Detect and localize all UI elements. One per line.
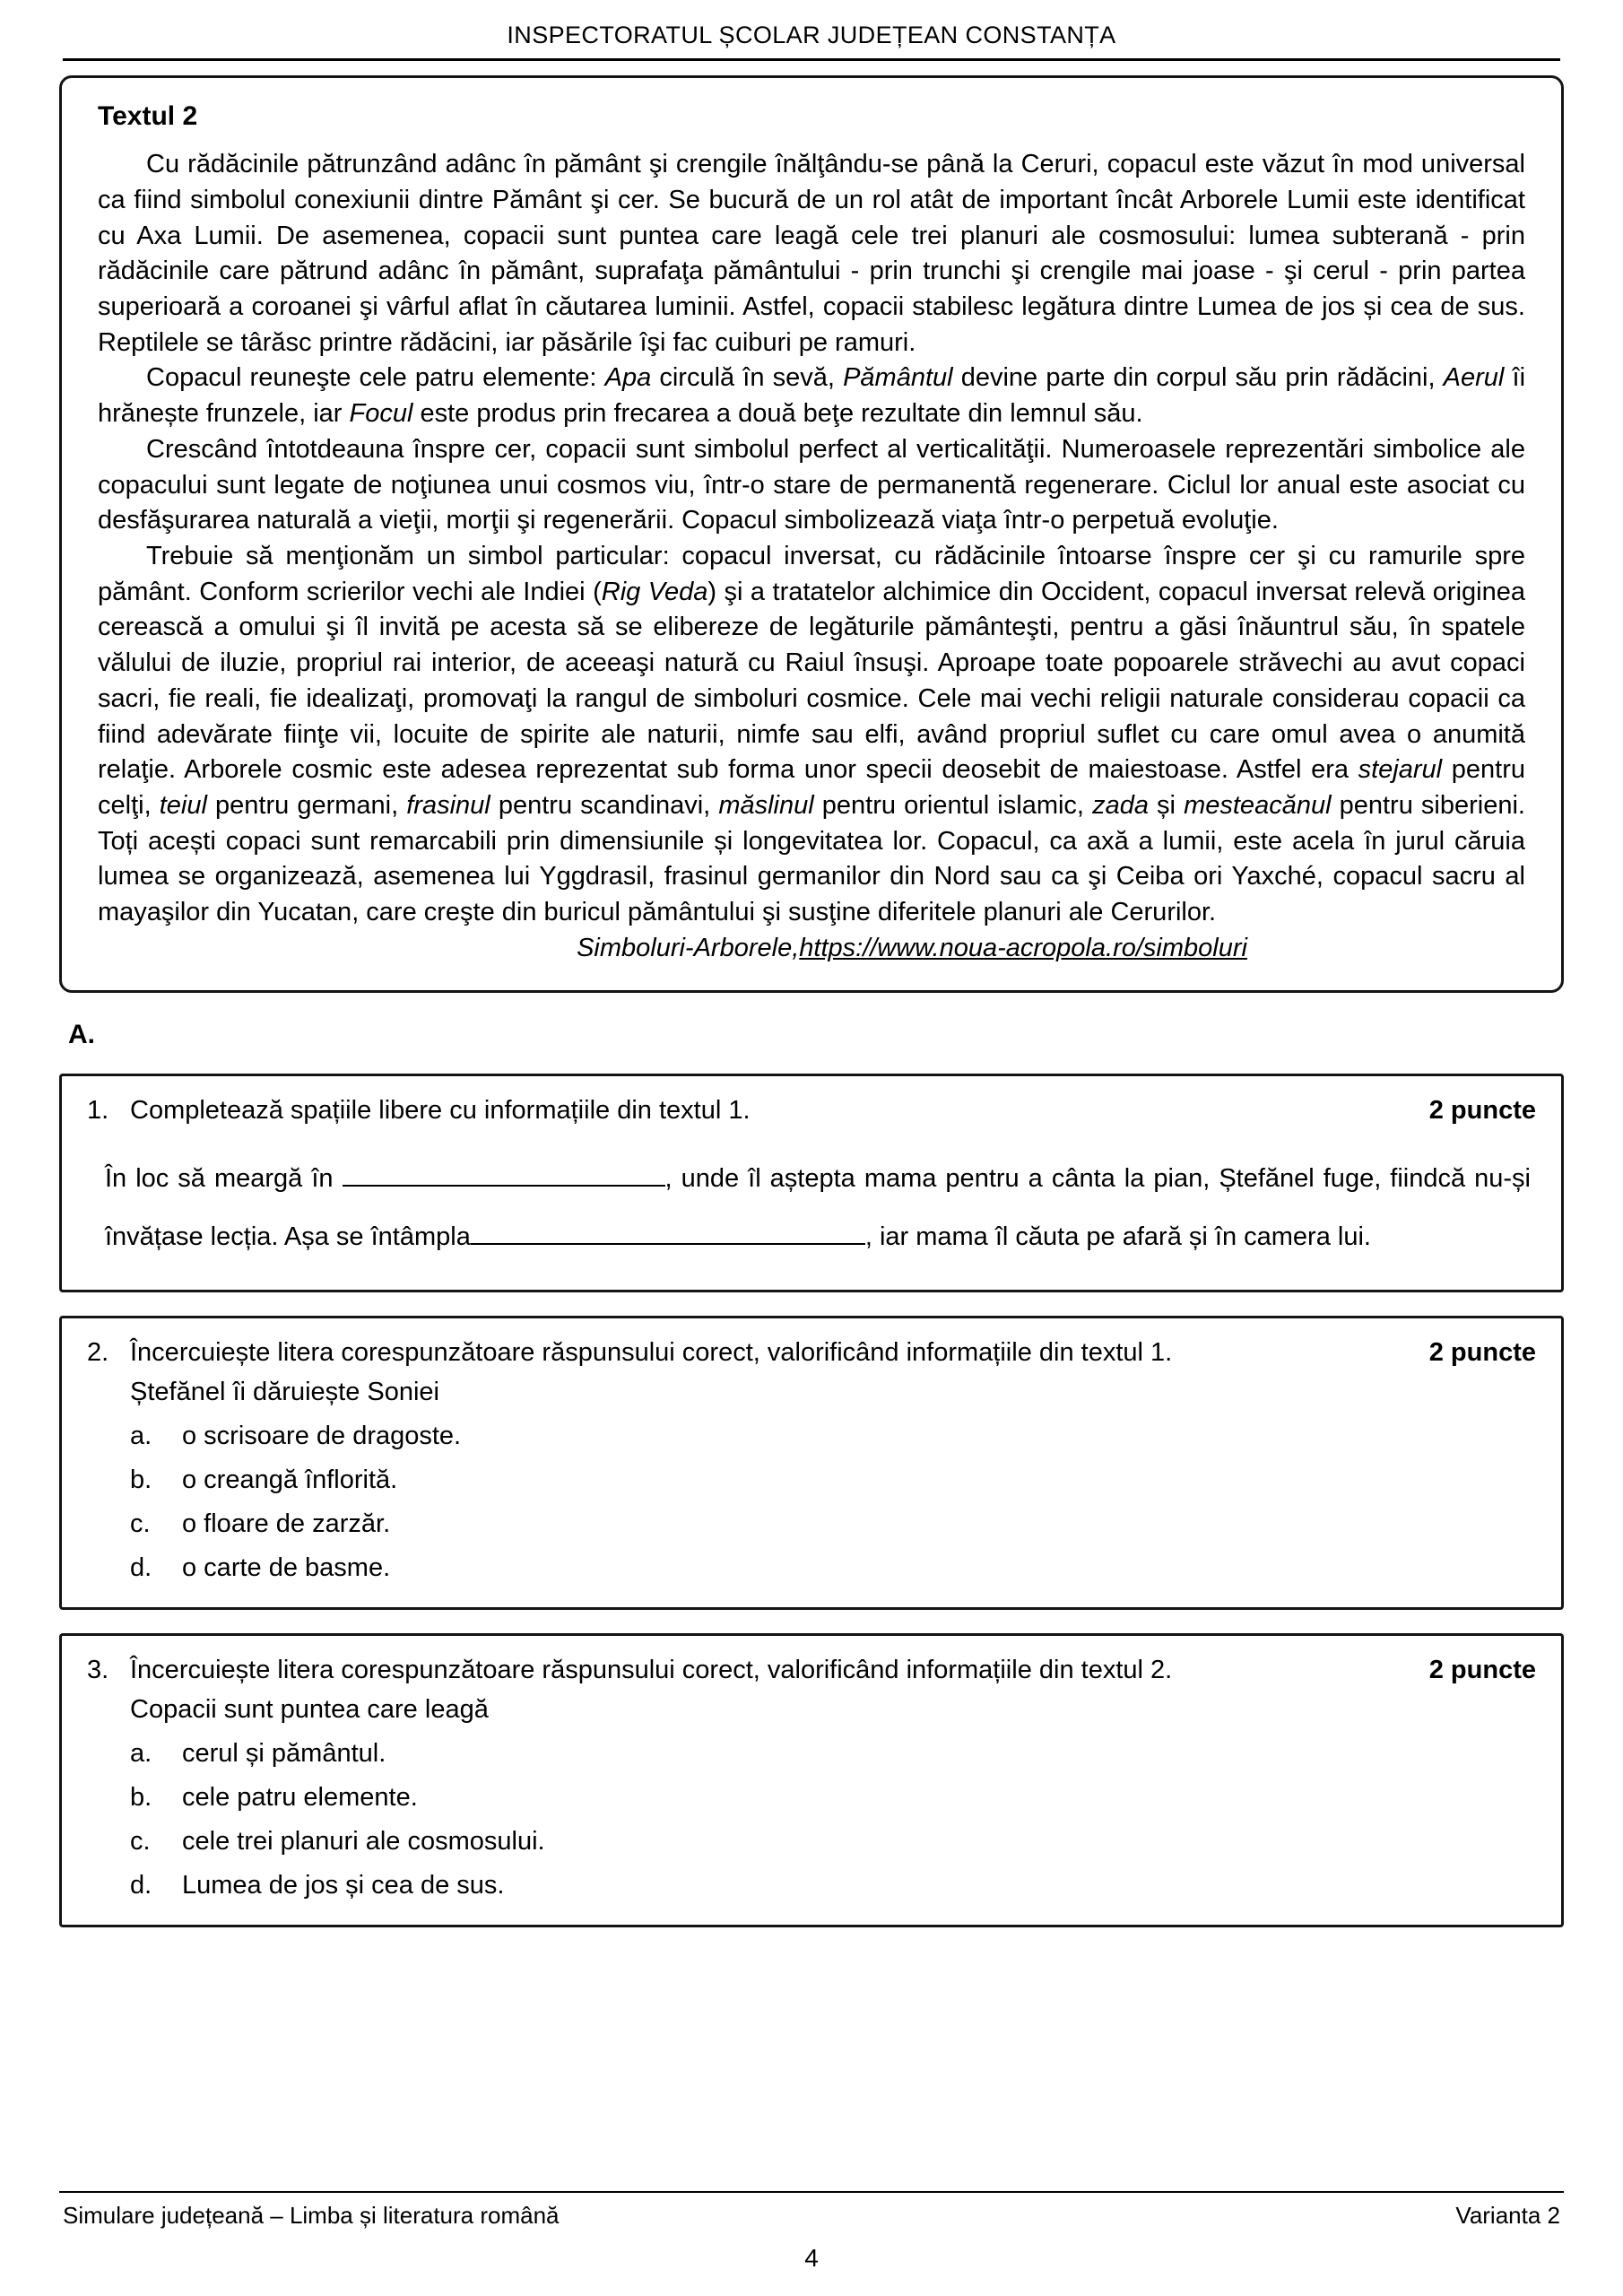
option-text: cele trei planuri ale cosmosului. <box>182 1827 545 1857</box>
option-d <box>130 1867 1536 1903</box>
header-divider <box>63 58 1560 61</box>
question-2-box <box>59 1316 1564 1610</box>
text-segment: pentru scandinavi, <box>490 791 719 821</box>
paragraph-1 <box>98 147 1525 361</box>
option-a <box>130 1418 1536 1454</box>
option-letter: b. <box>130 1465 152 1495</box>
section-a-label: A. <box>68 1019 95 1049</box>
blank-line-2 <box>471 1239 865 1245</box>
option-c <box>130 1823 1536 1859</box>
question-1-head <box>87 1092 1536 1128</box>
text-segment: Cu rădăcinile pătrunzând adânc în pământ şi crengile înălţându-se până la Ceruri, copacul este văzut în mod universal ca fiind simbolul conexiunii dintre Pământ şi cer. Se bucură de un rol atât de important încât Arborele Lumii este identificat cu Axa Lumii. De asemenea, copacii sunt puntea care leagă cele trei planuri ale cosmosului: lumea subterană - prin rădăcinile care pătrund adânc în pământ, suprafaţa pământului - prin trunchi şi crengile mai joase - şi cerul - prin partea superioară a coroanei şi vârful aflat în căutarea luminii. Astfel, copacii stabilesc legătura dintre Lumea de jos și cea de sus. Reptilele se târăsc printre rădăcini, iar păsările îşi fac cuiburi pe ramuri. <box>98 150 1525 357</box>
italic-term-aerul: Aerul <box>1443 363 1505 393</box>
question-1-number: 1. <box>87 1095 109 1125</box>
question-3-number: 3. <box>87 1656 109 1685</box>
question-3-options <box>130 1735 1536 1903</box>
footer-left: Simulare județeană – Limba și literatura română <box>63 2202 560 2229</box>
option-letter: a. <box>130 1422 152 1451</box>
question-2-points: 2 puncte <box>1428 1338 1536 1368</box>
question-2-options <box>130 1418 1536 1586</box>
text-segment: pentru siberieni. Toți acești copaci sunt remarcabili prin dimensiunile și longevitatea lor. Copacul, ca axă a lumii, este acela în jurul căruia lumea se organizează, asemenea lui Yggdrasil, frasinul germanilor din Nord sau ca şi Ceiba ori Yaxché, copacul sacru al mayaşilor din Yucatan, care creşte din buricul pământului şi susţine diferitele planuri ale Cerurilor. <box>98 791 1525 927</box>
italic-term-stejarul: stejarul <box>1358 755 1443 785</box>
italic-term-teiul: teiul <box>159 791 207 821</box>
option-text: o scrisoare de dragoste. <box>182 1422 462 1451</box>
footer-row <box>63 2202 1560 2230</box>
paragraph-2 <box>98 361 1525 431</box>
italic-term-focul: Focul <box>349 399 413 429</box>
option-text: Lumea de jos și cea de sus. <box>182 1871 505 1900</box>
option-a <box>130 1735 1536 1771</box>
footer-variant: Varianta 2 <box>1455 2202 1560 2229</box>
page-footer <box>56 2191 1567 2273</box>
question-2-head <box>87 1335 1536 1370</box>
question-1-prompt: Completează spațiile libere cu informațiile din textul 1. <box>130 1095 751 1125</box>
source-link[interactable]: https://www.noua-acropola.ro/simboluri <box>799 933 1247 962</box>
option-letter: c. <box>130 1509 151 1539</box>
question-3-prompt: Încercuiește litera corespunzătoare răspunsului corect, valorificând informațiile din textul 2. <box>130 1656 1173 1685</box>
option-c <box>130 1506 1536 1542</box>
textul-2-box <box>59 75 1564 993</box>
option-letter: d. <box>130 1553 152 1583</box>
source-line <box>98 931 1525 967</box>
question-2-number: 2. <box>87 1338 109 1368</box>
option-text: cerul și pământul. <box>182 1739 386 1769</box>
text-segment: și <box>1148 791 1185 821</box>
option-d <box>130 1550 1536 1586</box>
source-title: Simboluri-Arborele, <box>577 933 800 962</box>
paragraph-3 <box>98 432 1525 539</box>
question-1-points: 2 puncte <box>1428 1095 1536 1125</box>
italic-term-pamantul: Pământul <box>843 363 953 393</box>
question-3-head <box>87 1652 1536 1688</box>
italic-term-frasinul: frasinul <box>406 791 490 821</box>
italic-term-apa: Apa <box>604 363 652 393</box>
option-text: o floare de zarzăr. <box>182 1509 391 1539</box>
text-segment: pentru celţi, <box>98 755 1525 821</box>
option-b <box>130 1779 1536 1815</box>
italic-term-zada: zada <box>1092 791 1149 821</box>
textul-2-heading: Textul 2 <box>98 101 198 131</box>
option-text: cele patru elemente. <box>182 1783 418 1813</box>
text-segment: circulă în sevă, <box>651 363 844 393</box>
footer-divider <box>59 2191 1564 2193</box>
text-segment: Copacul reuneşte cele patru elemente: <box>146 363 605 393</box>
question-2-stem: Ștefănel îi dăruiește Soniei <box>130 1378 439 1407</box>
text-segment: pentru germani, <box>206 791 407 821</box>
blank-line-1 <box>343 1181 665 1187</box>
option-letter: b. <box>130 1783 152 1813</box>
fill-text-2: , unde îl aștepta mama pentru a cânta la pian, Ștefănel fuge, fiindcă nu-și învățase lecția. Așa se întâmpla <box>105 1163 1531 1251</box>
text-segment: devine parte din corpul său prin rădăcini, <box>952 363 1444 393</box>
page-header <box>56 22 1567 61</box>
header-title: INSPECTORATUL ȘCOLAR JUDEȚEAN CONSTANȚA <box>507 22 1116 48</box>
fill-text-1: În loc să meargă în <box>105 1163 343 1193</box>
text-segment: este produs prin frecarea a două beţe rezultate din lemnul său. <box>412 399 1143 429</box>
italic-term-mesteacanul: mesteacănul <box>1184 791 1332 821</box>
question-3-box <box>59 1633 1564 1927</box>
text-segment: îi hrănește frunzele, iar <box>98 363 1526 429</box>
page-number: 4 <box>804 2244 819 2272</box>
question-2-prompt: Încercuiește litera corespunzătoare răspunsului corect, valorificând informațiile din textul 1. <box>130 1338 1173 1368</box>
option-letter: d. <box>130 1871 152 1900</box>
paragraph-4 <box>98 539 1525 931</box>
italic-term-maslinul: măslinul <box>718 791 814 821</box>
option-b <box>130 1462 1536 1498</box>
italic-term-rig-veda: Rig Veda <box>601 577 708 606</box>
question-3-points: 2 puncte <box>1428 1656 1536 1685</box>
text-segment: pentru orientul islamic, <box>813 791 1093 821</box>
option-letter: a. <box>130 1739 152 1769</box>
option-letter: c. <box>130 1827 151 1857</box>
question-1-box <box>59 1074 1564 1293</box>
fill-text-3: , iar mama îl căuta pe afară și în camera lui. <box>864 1222 1371 1251</box>
option-text: o creangă înflorită. <box>182 1465 398 1495</box>
text-segment: ) şi a tratatelor alchimice din Occident, copacul inversat relevă originea cerească a omului şi îl invită pe acesta să se elibereze de legăturile pământeşti, pentru a găsi înăuntrul său, în spatele vălului de iluzie, propriul rai interior, de aceeaşi natură cu Raiul însuşi. Aproape toate popoarele străvechi au avut copaci sacri, fie reali, fie idealizaţi, promovaţi la rangul de simboluri cosmice. Cele mai vechi religii naturale considerau copacii ca fiind adevărate fiinţe vii, locuite de spirite ale naturii, nimfe sau elfi, având propriul suflet cu care omul avea o anumită relaţie. Arborele cosmic este adesea reprezentat sub forma unor specii deosebit de maiestoase. Astfel era <box>98 577 1525 785</box>
question-3-stem: Copacii sunt puntea care leagă <box>130 1695 489 1725</box>
text-segment: Crescând întotdeauna înspre cer, copacii sunt simbolul perfect al verticalităţii. Numeroasele reprezentări simbolice ale copacului sunt legate de noţiunea unui cosmos viu, într-o stare de permanentă regenerare. Ciclul lor anual este asociat cu desfăşurarea naturală a vieţii, morţii şi regenerării. Copacul simbolizează viaţa într-o perpetuă evoluţie. <box>98 434 1525 535</box>
option-text: o carte de basme. <box>182 1553 391 1583</box>
fill-in-paragraph <box>105 1150 1531 1267</box>
text-segment: Trebuie să menţionăm un simbol particular: copacul inversat, cu rădăcinile întoarse înspre cer şi cu ramurile spre pământ. Conform scrierilor vechi ale Indiei ( <box>98 542 1525 606</box>
